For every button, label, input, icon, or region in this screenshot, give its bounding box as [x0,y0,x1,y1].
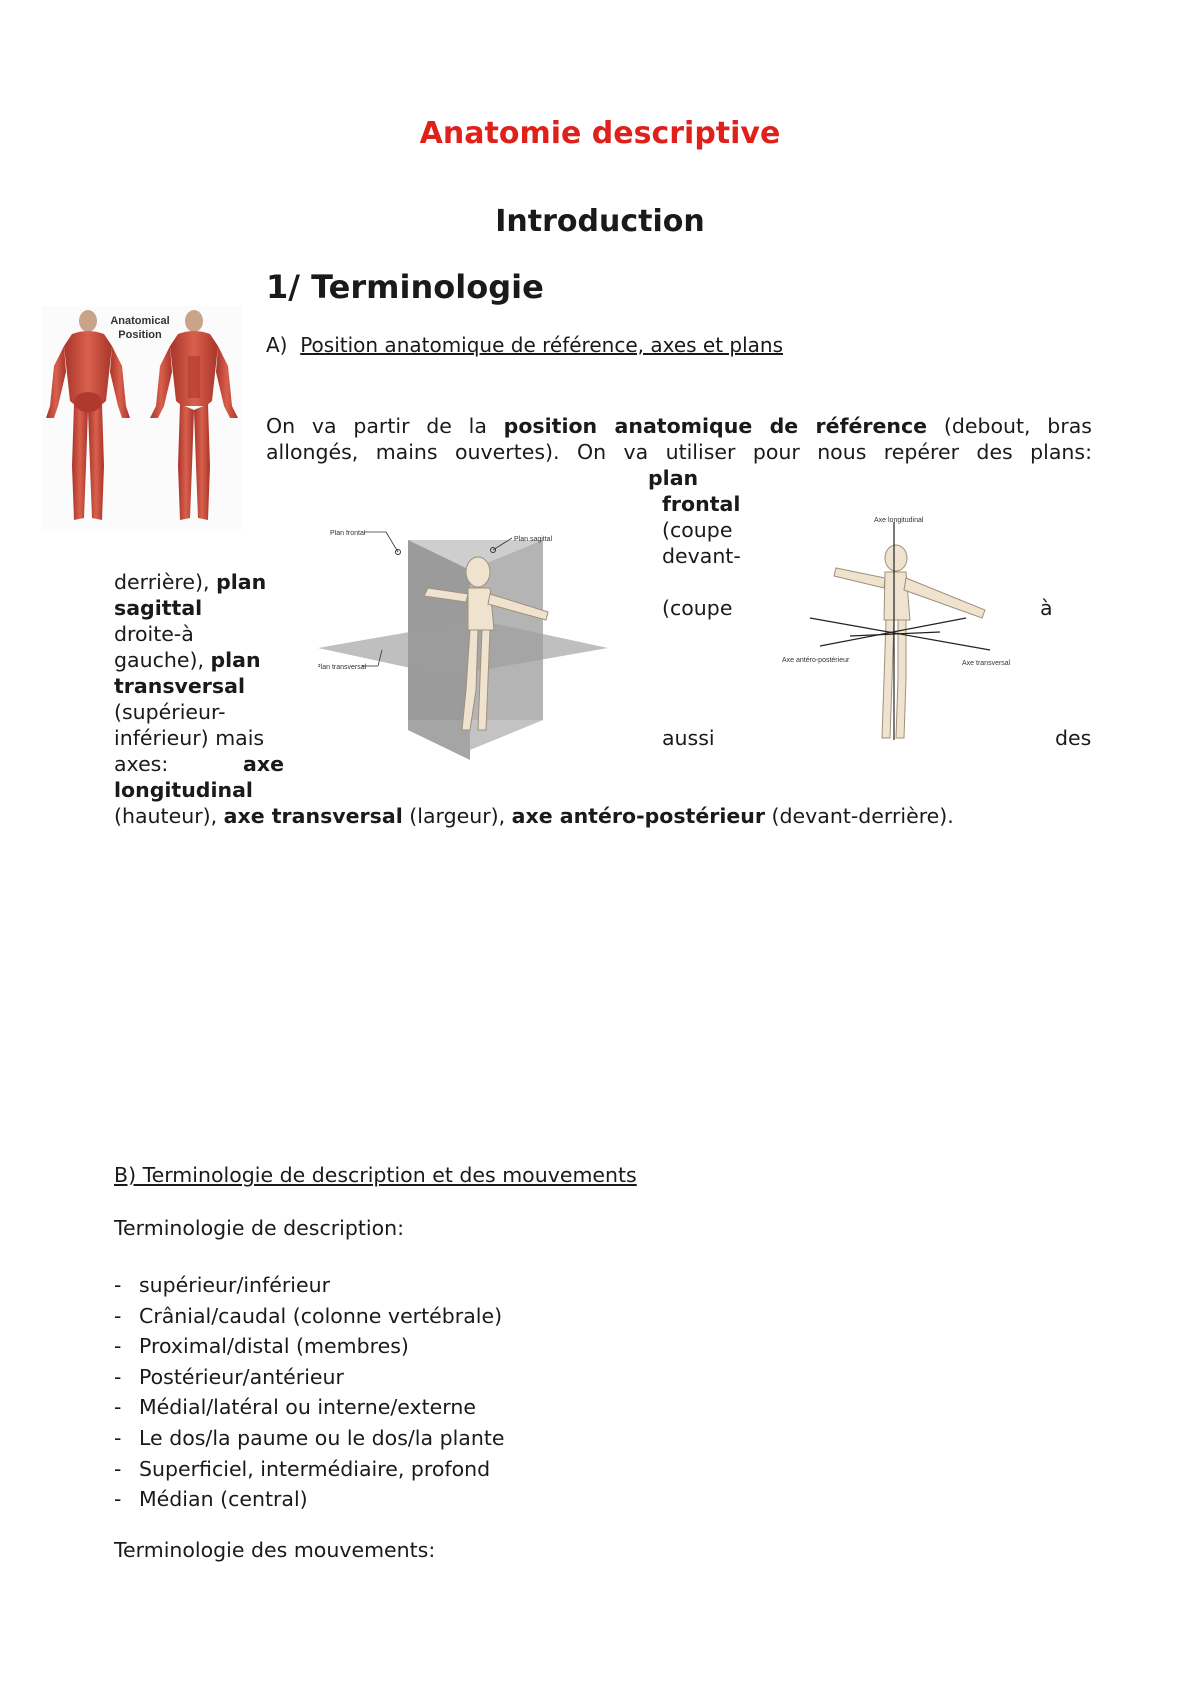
list-item: - Le dos/la paume ou le dos/la plante [114,1425,505,1450]
list-item: - Superficiel, intermédiaire, profond [114,1456,491,1481]
movements-intro: Terminologie des mouvements: [114,1538,436,1562]
para-line: longitudinal [114,778,253,802]
para-frontal [662,491,740,517]
para-line: gauche), plan [114,648,261,672]
description-intro: Terminologie de description: [114,1216,405,1240]
paragraph-last-line: (hauteur), axe transversal (largeur), axe antéro-postérieur (devant-derrière). [114,804,954,828]
para-aussi: aussi [662,726,715,750]
list-item: - Postérieur/antérieur [114,1364,344,1389]
para-line: axes: axe [114,752,284,776]
label-plan-transversal: Plan transversal [318,664,367,671]
para-coupe-1: (coupe [662,518,733,542]
para-coupe-2: (coupe [662,596,733,620]
document-title: Anatomie descriptive [419,116,781,151]
para-bold: frontal [662,492,741,516]
anatomical-label-line1: Anatomical [110,315,170,327]
paragraph-line-2: allongés, mains ouvertes). On va utiliser pour nous repérer des plans: [266,440,1092,464]
label-axe-antero-posterieur: Axe antéro-postérieur [782,657,850,664]
para-bold: plan [648,466,699,490]
para-line: droite-à [114,622,194,646]
subsection-a-label: Position anatomique de référence, axes et plans [300,333,784,357]
para-devant: devant- [662,544,741,568]
para-left-column [114,569,284,803]
para-line: sagittal [114,596,203,620]
subsection-a-heading [266,333,783,357]
label-plan-sagittal: Plan sagittal [514,536,553,543]
section-heading-terminologie: 1/ Terminologie [266,268,544,306]
subsection-b-heading: B) Terminologie de description et des mouvements [114,1163,637,1187]
anatomical-position-image [42,306,242,531]
subsection-a-marker: A) [266,333,288,357]
label-plan-frontal: Plan frontal [330,530,366,537]
para-bold-position: position anatomique de référence [503,414,928,438]
list-item: - Proximal/distal (membres) [114,1334,409,1359]
para-line: (supérieur- [114,700,226,724]
list-item: - Médial/latéral ou interne/externe [114,1395,476,1420]
list-item: - Médian (central) [114,1487,308,1512]
anatomical-planes-diagram [318,530,613,760]
axes-mannequin [834,545,985,738]
para-text: On va partir de la [266,414,504,438]
para-line: transversal [114,674,245,698]
anatomical-label-line2: Position [118,329,162,341]
list-item: - supérieur/inférieur [114,1273,331,1297]
label-axe-transversal: Axe transversal [962,660,1011,667]
para-line: inférieur) mais [114,726,265,750]
label-axe-longitudinal: Axe longitudinal [874,517,924,524]
description-list [114,1270,504,1515]
intro-heading: Introduction [495,204,705,239]
para-des: des [1055,726,1092,750]
para-a-char: à [1040,596,1053,620]
para-text: (debout, bras [927,414,1092,438]
anatomical-axes-diagram [780,510,1020,745]
para-line: derrière), plan [114,570,267,594]
para-plan-1 [648,465,698,491]
paragraph-line-1 [266,413,1092,439]
list-item: - Crânial/caudal (colonne vertébrale) [114,1303,503,1328]
